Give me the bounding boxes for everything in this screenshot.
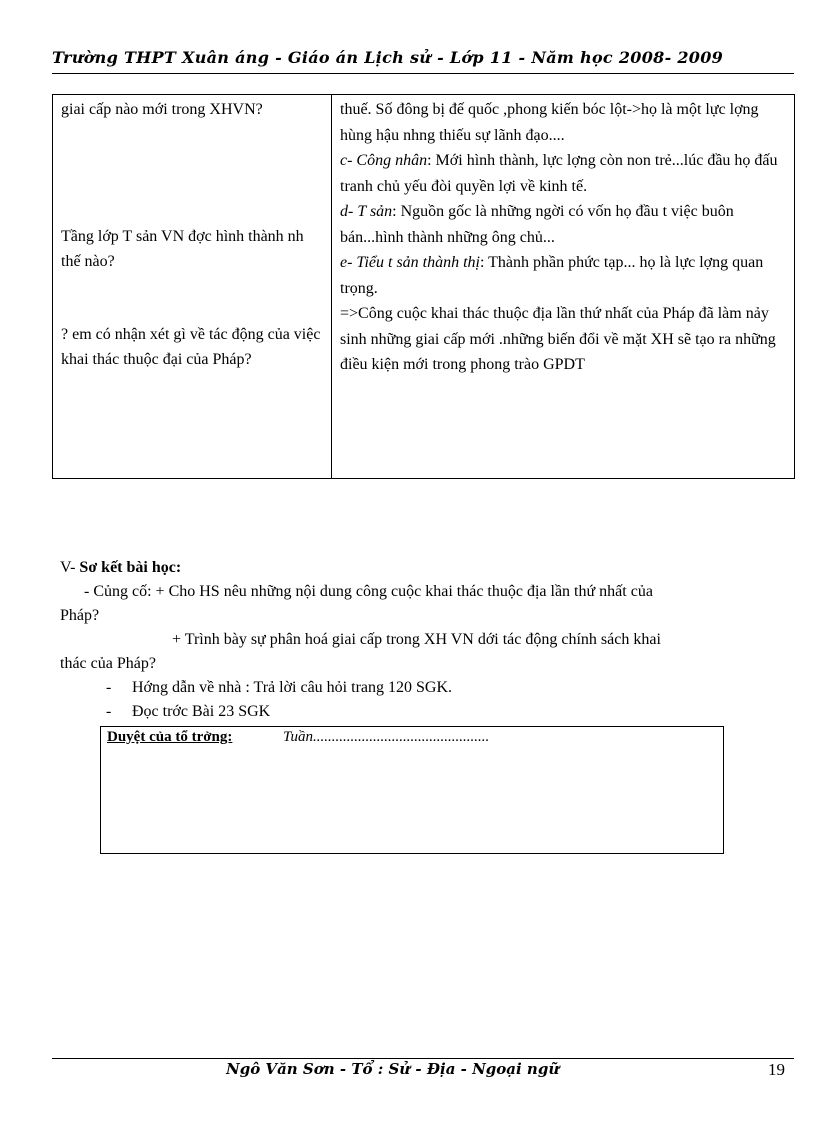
petty-label: e- Tiểu t sản thành thị	[340, 254, 480, 271]
section-number: V-	[60, 559, 76, 576]
lesson-table	[52, 94, 795, 479]
question-impact: ? em có nhận xét gì về tác động của việc khai thác thuộc đại của Pháp?	[61, 325, 321, 368]
review-box	[100, 726, 724, 854]
answer-bourgeoisie	[340, 199, 786, 250]
homework-instruction: Hớng dẫn về nhà : Trả lời câu hỏi trang 120 SGK.	[132, 679, 452, 696]
question-bourgeoisie: Tầng lớp T sản VN đợc hình thành nh thế nào?	[61, 227, 304, 270]
summary-title: Sơ kết bài học:	[79, 559, 182, 576]
page-header: Trường THPT Xuân áng - Giáo án Lịch sử - Lớp 11 - Năm học 2008- 2009	[52, 48, 724, 67]
question-new-classes: giai cấp nào mới trong XHVN?	[61, 101, 263, 118]
footer-author: Ngô Văn Sơn - Tổ : Sử - Địa - Ngoại ngữ	[226, 1060, 560, 1078]
list-item	[60, 676, 780, 700]
petty-text: : Thành phần phức tạp... họ là lực lợng quan trọng.	[340, 254, 764, 297]
bullet-dash: -	[106, 679, 112, 696]
workers-text: : Mới hình thành, lực lợng còn non trẻ...lúc đầu họ đấu tranh chủ yếu đòi quyền lợi về kinh tế.	[340, 152, 778, 195]
bourgeoisie-label: d- T sản	[340, 203, 393, 220]
bullet-dash: -	[106, 703, 112, 720]
consolidation-line-1: - Củng cố: + Cho HS nêu những nội dung công cuộc khai thác thuộc địa lần thứ nhất của	[84, 583, 653, 600]
questions-column	[53, 95, 332, 479]
answer-conclusion: =>Công cuộc khai thác thuộc địa lần thứ nhất của Pháp đã làm nảy sinh những giai cấp mới .những biến đổi về mặt XH sẽ tạo ra những điều kiện mới trong phong trào GPDT	[340, 305, 776, 373]
lesson-summary	[60, 556, 780, 724]
consolidation-line-1-cont: Pháp?	[60, 607, 100, 624]
consolidation-line-2: + Trình bày sự phân hoá giai cấp trong XH VN dới tác động chính sách khai	[172, 631, 661, 648]
consolidation-line-2-cont: thác của Pháp?	[60, 655, 156, 672]
bourgeoisie-text: : Nguồn gốc là những ngời có vốn họ đầu t việc buôn bán...hình thành những ông chủ...	[340, 203, 734, 246]
answers-column	[332, 95, 795, 479]
answer-peasants: thuế. Số đông bị đế quốc ,phong kiến bóc lột->họ là một lực lợng hùng hậu nhng thiếu sự lãnh đạo....	[340, 101, 759, 144]
page-number: 19	[768, 1060, 785, 1079]
reading-instruction: Đọc trớc Bài 23 SGK	[132, 703, 271, 720]
review-label: Duyệt của tổ trởng:	[107, 729, 233, 745]
answer-workers	[340, 148, 786, 199]
review-week: Tuần...............................................	[283, 729, 490, 745]
workers-label: c- Công nhân	[340, 152, 428, 169]
footer-divider	[52, 1058, 794, 1059]
table-row	[53, 95, 795, 479]
list-item	[60, 700, 780, 724]
header-divider	[52, 73, 794, 74]
answer-petty-bourgeoisie	[340, 250, 786, 301]
summary-heading	[60, 556, 780, 580]
